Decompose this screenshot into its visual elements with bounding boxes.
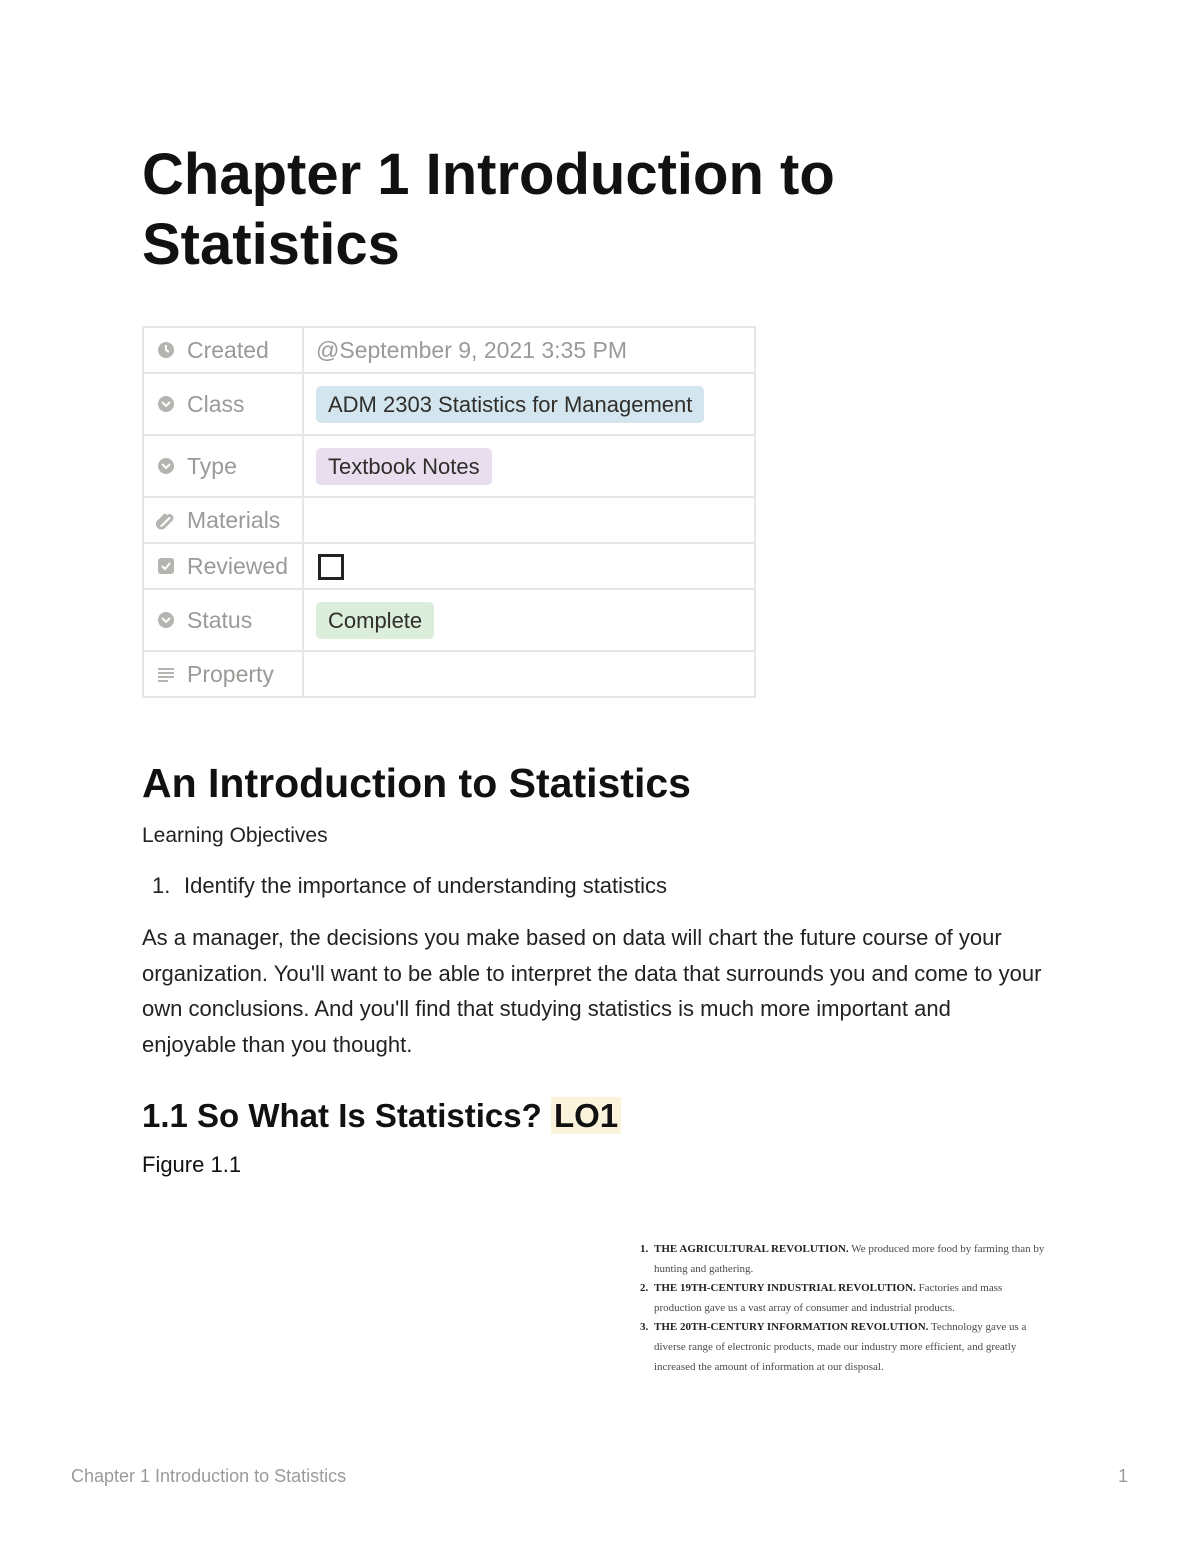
created-value: @September 9, 2021 3:35 PM [316, 336, 628, 363]
property-value[interactable] [303, 651, 755, 697]
materials-value[interactable] [303, 497, 755, 543]
figure-item-text: Factories and mass production gave us a vast array of consumer and industrial products. [654, 1282, 1003, 1314]
figure-item-number: 3. [640, 1321, 649, 1334]
section-heading-what-is-statistics [142, 1094, 621, 1138]
property-label-property: Property [187, 660, 274, 687]
objectives-list [152, 873, 667, 899]
property-label-class: Class [187, 390, 245, 417]
figure-item-title: THE AGRICULTURAL REVOLUTION. [654, 1243, 849, 1255]
property-label-status: Status [187, 606, 253, 633]
page-number: 1 [1118, 1466, 1129, 1486]
list-item-number: 1. [152, 873, 171, 898]
property-row-type [143, 435, 755, 497]
list-item-text: Identify the importance of understanding statistics [184, 873, 668, 898]
property-label-created: Created [187, 336, 269, 363]
section-heading-text: 1.1 So What Is Statistics? [142, 1097, 542, 1134]
attachment-icon [156, 510, 176, 530]
properties-table [142, 326, 756, 698]
status-tag[interactable]: Complete [316, 602, 434, 639]
select-icon [156, 610, 176, 630]
property-row-status [143, 589, 755, 651]
figure-item [640, 1318, 1050, 1377]
property-row-class [143, 373, 755, 435]
checkbox-icon [156, 556, 176, 576]
select-icon [156, 394, 176, 414]
figure-item-title: THE 19TH-CENTURY INDUSTRIAL REVOLUTION. [654, 1282, 916, 1295]
figure-item-text: We produced more food by farming than by hunting and gathering. [654, 1243, 1045, 1275]
property-label-reviewed: Reviewed [187, 552, 288, 579]
property-label-type: Type [187, 452, 237, 479]
figure-item [640, 1240, 1050, 1279]
section-heading-introduction: An Introduction to Statistics [142, 760, 691, 806]
list-item [152, 873, 667, 899]
select-icon [156, 456, 176, 476]
type-tag[interactable]: Textbook Notes [316, 448, 492, 485]
figure-item-number: 1. [640, 1243, 649, 1255]
figure-label: Figure 1.1 [142, 1152, 242, 1177]
clock-icon [156, 340, 176, 360]
figure-image [640, 1240, 1050, 1377]
learning-objectives-label: Learning Objectives [142, 824, 328, 847]
property-row-materials [143, 497, 755, 543]
lo-highlight: LO1 [551, 1097, 621, 1134]
page-title: Chapter 1 Introduction to Statistics [142, 142, 835, 277]
reviewed-checkbox[interactable] [318, 554, 344, 580]
figure-item-title: THE 20TH-CENTURY INFORMATION REVOLUTION. [654, 1321, 929, 1334]
text-lines-icon [156, 664, 176, 684]
figure-item-number: 2. [640, 1282, 649, 1295]
property-row-created [143, 327, 755, 373]
figure-item [640, 1279, 1050, 1318]
intro-paragraph: As a manager, the decisions you make based on data will chart the future course of your organization. You'll want to be able to interpret the data that surrounds you and come to your own conclusions. And you'll find that studying statistics is much more important and enjoyable than you thought. [142, 925, 1042, 1057]
figure-item-text: Technology gave us a diverse range of electronic products, made our industry more efficient, and greatly increased the amount of information at our disposal. [654, 1321, 1027, 1373]
class-tag[interactable]: ADM 2303 Statistics for Management [316, 386, 704, 423]
property-label-materials: Materials [187, 506, 281, 533]
property-row-reviewed [143, 543, 755, 589]
footer-title: Chapter 1 Introduction to Statistics [71, 1466, 347, 1486]
property-row-property [143, 651, 755, 697]
